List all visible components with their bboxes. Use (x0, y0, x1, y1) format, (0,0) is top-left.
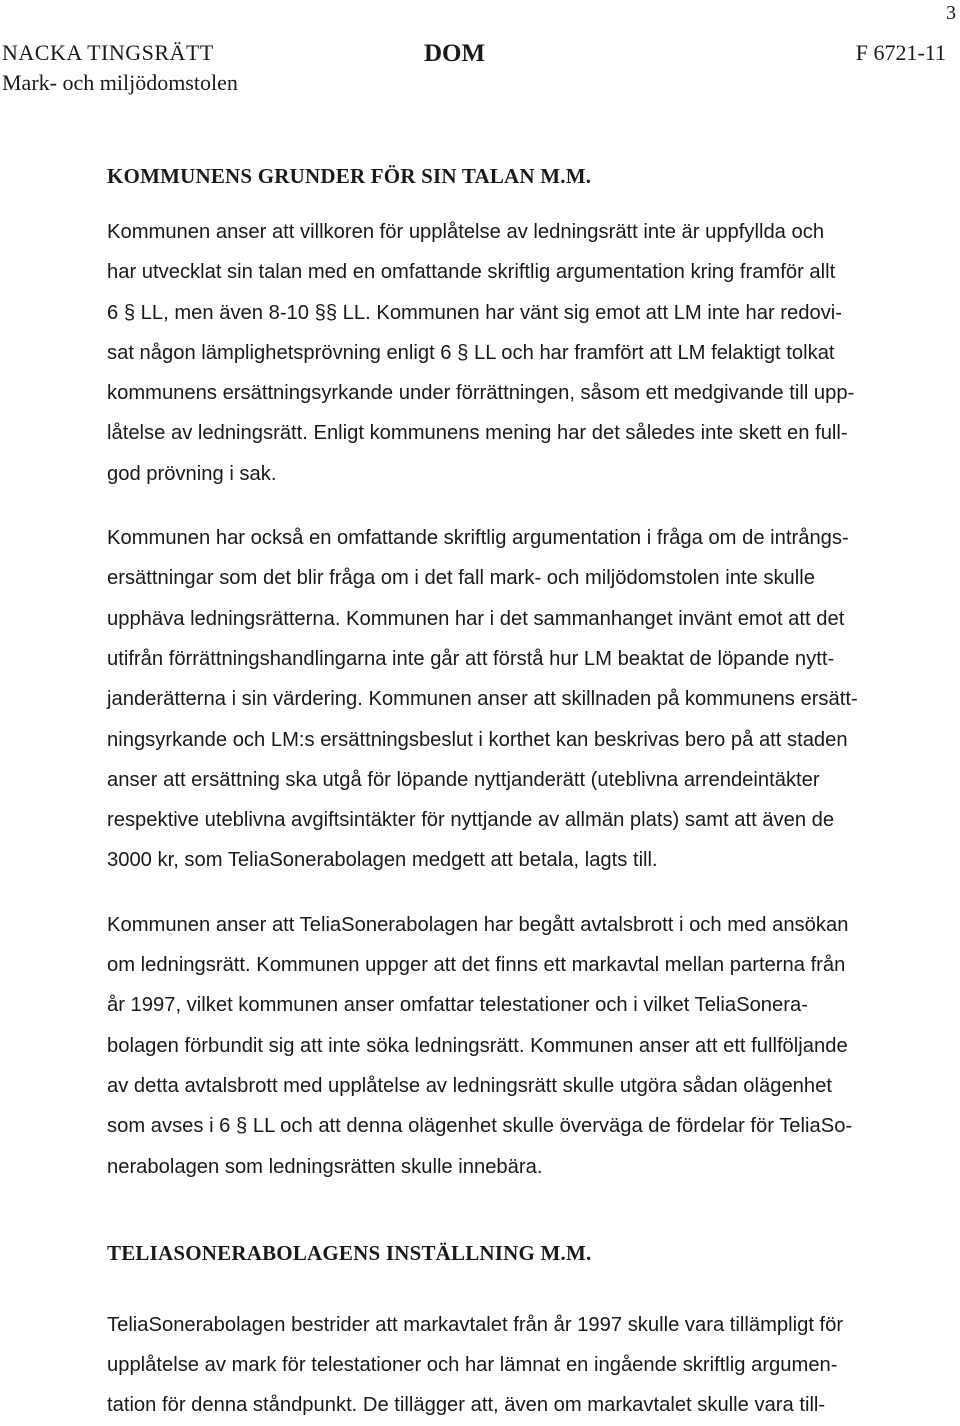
court-division: Mark- och miljödomstolen (2, 70, 238, 95)
case-number: F 6721-11 (855, 40, 946, 65)
paragraph: TeliaSonerabolagen bestrider att markavtalet från år 1997 skulle vara tillämpligt för upplåtelse av mark för telestationer och har lämnat en ingående skriftlig argumen- tation för denna ståndpunkt. De tillägger att, även om markavtalet skulle vara till- (107, 1313, 844, 1417)
section-heading-kommunens-grunder: KOMMUNENS GRUNDER FÖR SIN TALAN M.M. (107, 164, 592, 188)
document-type: DOM (424, 40, 486, 67)
document-body (107, 162, 897, 1426)
court-block (2, 38, 238, 98)
paragraph: Kommunen anser att TeliaSonerabolagen har begått avtalsbrott i och med ansökan om ledningsrätt. Kommunen uppger att det finns ett markavtal mellan parterna från år 1997, vilket kommunen anser omfattar telestationer och i vilket TeliaSonera- bolagen förbundit sig att inte söka ledningsrätt. Kommunen anser att ett fullföljande av detta avtalsbrott med upplåtelse av ledningsrätt skulle utgöra sådan olägenhet som avses i 6 § LL och att denna olägenhet skulle överväga de fördelar för TeliaSo- nerabolagen som ledningsrätten skulle innebära. (107, 913, 853, 1178)
paragraph: Kommunen anser att villkoren för upplåtelse av ledningsrätt inte är uppfyllda och har utvecklat sin talan med en omfattande skriftlig argumentation kring framför allt 6 § LL, men även 8-10 §§ LL. Kommunen har vänt sig emot att LM inte har redovi- sat någon lämplighetsprövning enligt 6 § LL och har framfört att LM felaktigt tolkat kommunens ersättningsyrkande under förrättningen, såsom ett medgivande till upp- låtelse av ledningsrätt. Enligt kommunens mening har det således inte skett en full- god prövning i sak. (107, 221, 855, 485)
court-name: NACKA TINGSRÄTT (2, 40, 214, 65)
section-heading-teliasonerabolagens-installning: TELIASONERABOLAGENS INSTÄLLNING M.M. (107, 1240, 592, 1265)
page-number: 3 (946, 2, 956, 24)
paragraph: Kommunen har också en omfattande skriftlig argumentation i fråga om de intrångs- ersättningar som det blir fråga om i det fall mark- och miljödomstolen inte skulle upphäva ledningsrätterna. Kommunen har i det sammanhanget invänt emot att det utifrån förrättningshandlingarna inte går att förstå hur LM beaktat de löpande nytt- janderätterna i sin värdering. Kommunen anser att skillnaden på kommunens ersätt- ningsyrkande och LM:s ersättningsbeslut i korthet kan beskrivas bero på att staden anser att ersättning ska utgå för löpande nyttjanderätt (uteblivna arrendeintäkter respektive uteblivna avgiftsintäkter för nyttjande av allmän plats) samt att även de 3000 kr, som TeliaSonerabolagen medgett att betala, lagts till. (107, 527, 858, 872)
